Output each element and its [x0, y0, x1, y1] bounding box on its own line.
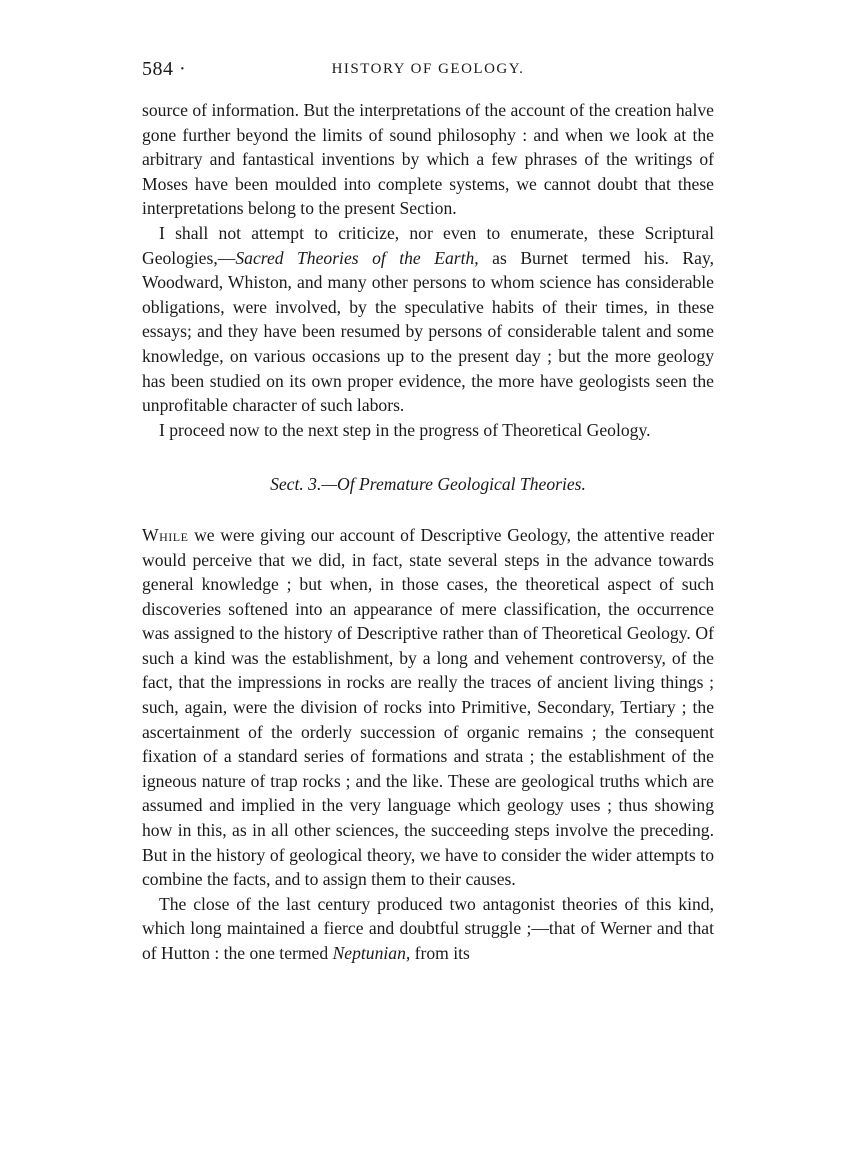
paragraph-text: we were giving our account of Descriptive Geology, the attentive reader would perceive that we did, in fact, state several steps in the advance towards general knowledge ; but when, in those cases, the theoretical aspect of such discoveries softened into an appearance of mere classification, the occurrence was assigned to the history of Descriptive rather than of Theoretical Geology. Of such a kind was the establishment, by a long and vehement controversy, of the fact, that the impressions in rocks are really the traces of ancient living things ; such, again, were the division of rocks into Primitive, Secondary, Tertiary ; the ascertainment of the orderly succession of organic remains ; the consequent fixation of a standard series of formations and strata ; the establishment of the igneous nature of trap rocks ; and the like. These are geological truths which are assumed and implied in the very language which geology uses ; thus showing how in this, as in all other sciences, the succeeding steps involve the preceding. But in the history of geological theory, we have to consider the wider attempts to combine the facts, and to assign them to their causes. — [142, 524, 714, 890]
book-page — [142, 58, 714, 966]
italic-book-title: Sacred Theories of the Earth, — [235, 247, 479, 268]
section-label: Sect. 3. — [270, 474, 322, 495]
paragraph-text: from its — [410, 943, 470, 963]
running-head — [142, 58, 714, 88]
italic-term: Neptunian, — [332, 943, 411, 963]
paragraph-antagonist-theories — [142, 892, 714, 966]
paragraph-text: The close of the last century produced two antagonist theories of this kind, which long maintained a fierce and doubtful struggle ;—that of Werner and that of Hutton : the one termed — [142, 893, 714, 963]
running-title: HISTORY OF GEOLOGY. — [331, 61, 525, 77]
small-caps-lead-word: While — [142, 524, 189, 545]
paragraph-text: as Burnet termed his. Ray, Woodward, Whiston, and many other persons to whom science has considerable obligations, were involved, by the speculative habits of their times, in these essays; and they have been resumed by persons of considerable talent and some knowledge, on various occasions up to the present day ; but the more geology has been studied on its own proper evidence, the more have geologists seen the unprofitable character of such labors. — [142, 247, 715, 416]
paragraph-proceed: I proceed now to the next step in the progress of Theoretical Geology. — [159, 419, 651, 440]
paragraph-continuation: source of information. But the interpretations of the account of the creation halve gone further beyond the limits of sound philosophy : and when we look at the arbitrary and fantastical inventions by which a few phrases of the writings of Moses have been moulded into complete systems, we cannot doubt that these interpretations belong to the present Section. — [142, 100, 714, 219]
paragraph-text: I shall not attempt to criticize, nor even to enumerate, these Scriptural Geologies,— — [142, 222, 714, 268]
paragraph-section-opening — [142, 523, 714, 892]
section-title: —Of Premature Geological Theories. — [321, 474, 586, 495]
page-number: 584 · — [142, 58, 187, 80]
section-heading — [142, 472, 714, 497]
paragraph-scriptural-geologies — [142, 221, 714, 418]
